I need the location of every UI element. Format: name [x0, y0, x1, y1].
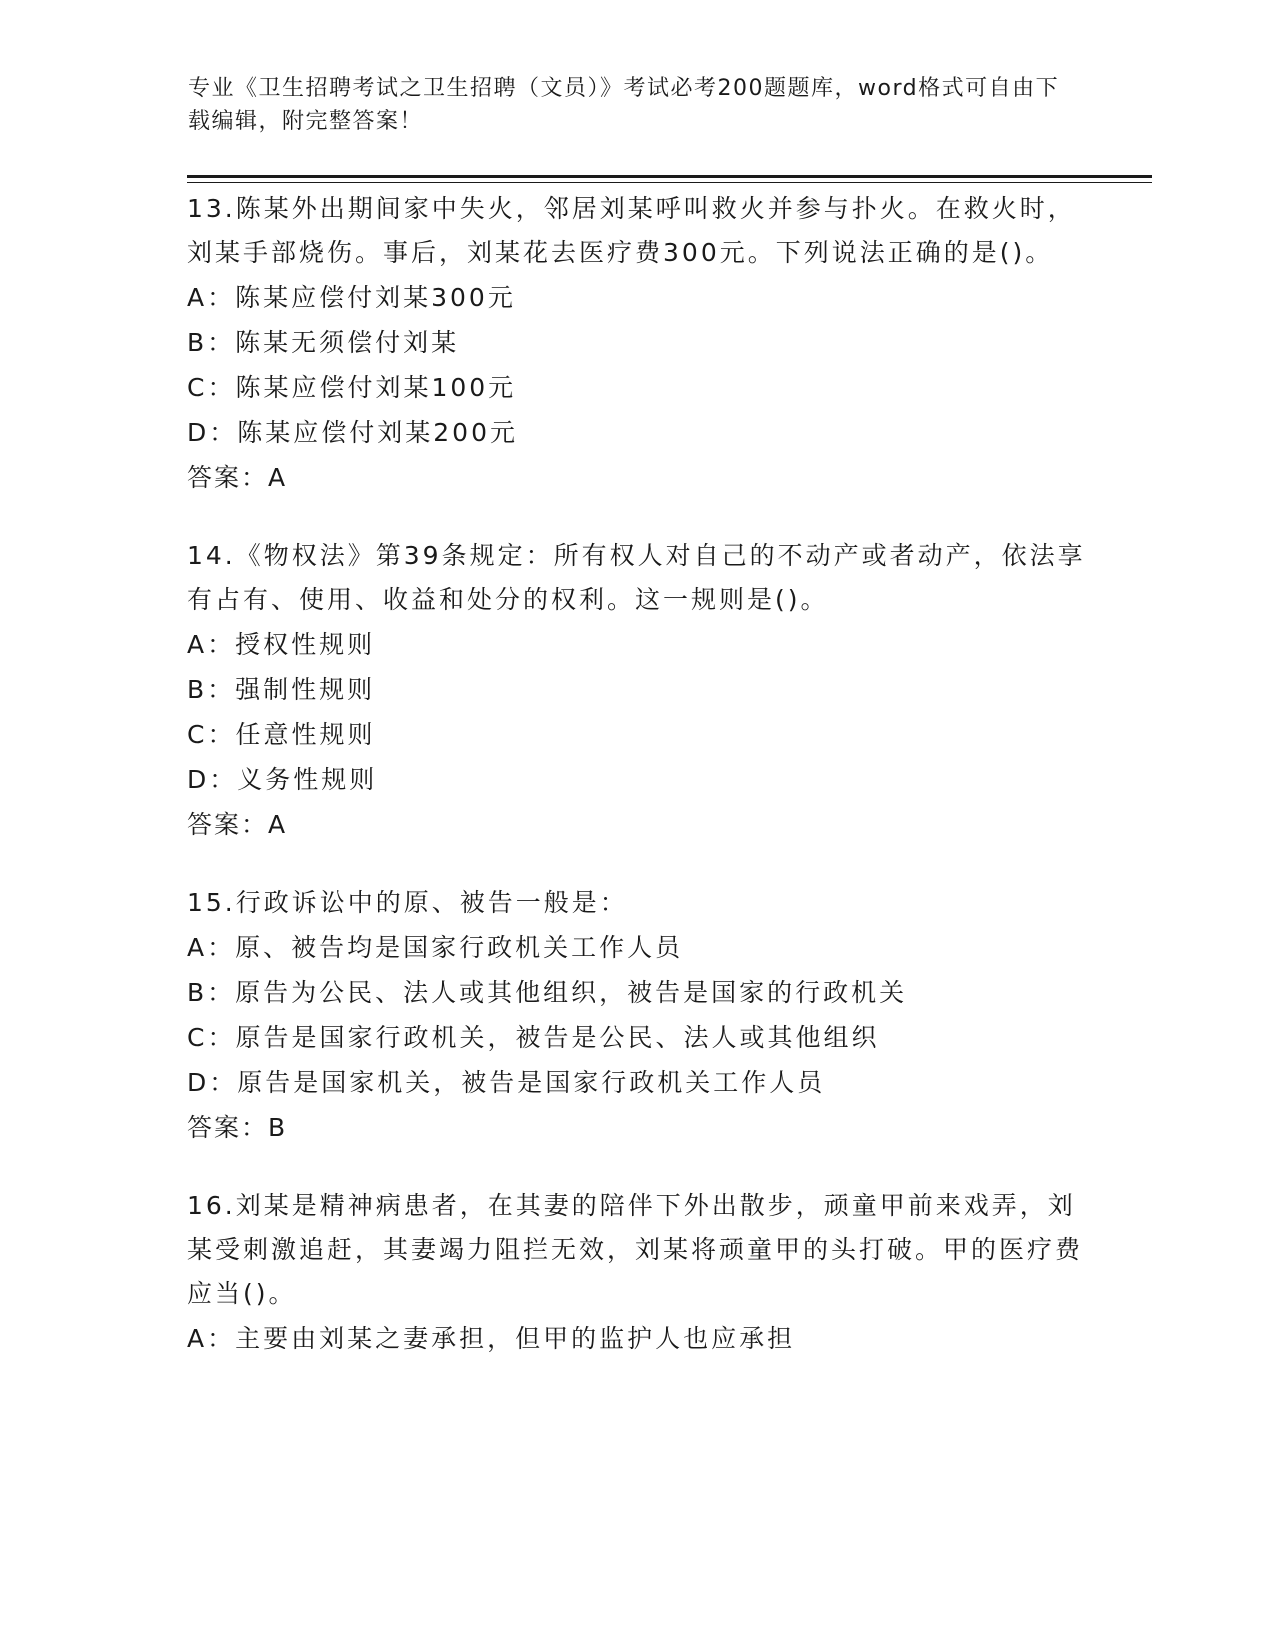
document-header: [188, 72, 1068, 138]
option-a: A：主要由刘某之妻承担，但甲的监护人也应承担: [187, 1324, 796, 1353]
question-list: [187, 187, 1087, 1395]
question-text: 13.陈某外出期间家中失火，邻居刘某呼叫救火并参与扑火。在救火时，刘某手部烧伤。事后，刘某花去医疗费300元。下列说法正确的是()。: [187, 194, 1076, 267]
option-b: B：原告为公民、法人或其他组织，被告是国家的行政机关: [187, 978, 908, 1007]
header-intro-text: 专业《卫生招聘考试之卫生招聘（文员）》考试必考200题题库，word格式可自由下载编辑，附完整答案！: [188, 76, 1060, 134]
option-d: D：原告是国家机关，被告是国家行政机关工作人员: [187, 1068, 826, 1097]
answer-line: [187, 802, 1087, 847]
option-c: C：陈某应偿付刘某100元: [187, 373, 517, 402]
option-d: D：陈某应偿付刘某200元: [187, 418, 518, 447]
answer-label: 答案：: [187, 463, 269, 492]
answer-line: [187, 455, 1087, 500]
question-13: [187, 187, 1087, 500]
option-c: C：原告是国家行政机关，被告是公民、法人或其他组织: [187, 1023, 880, 1052]
option-a: A：原、被告均是国家行政机关工作人员: [187, 933, 684, 962]
option-a: A：授权性规则: [187, 630, 376, 659]
answer-value: A: [268, 810, 288, 839]
answer-line: [187, 1105, 1087, 1150]
header-rule-thick: [187, 175, 1152, 178]
question-14: [187, 534, 1087, 847]
answer-value: B: [268, 1113, 288, 1142]
option-b: B：强制性规则: [187, 675, 376, 704]
option-b: B：陈某无须偿付刘某: [187, 328, 460, 357]
question-text: 14.《物权法》第39条规定：所有权人对自己的不动产或者动产，依法享有占有、使用、收益和处分的权利。这一规则是()。: [187, 541, 1086, 614]
answer-value: A: [268, 463, 288, 492]
answer-label: 答案：: [187, 810, 269, 839]
question-text: 16.刘某是精神病患者，在其妻的陪伴下外出散步，顽童甲前来戏弄，刘某受刺激追赶，其妻竭力阻拦无效，刘某将顽童甲的头打破。甲的医疗费应当()。: [187, 1191, 1084, 1308]
answer-label: 答案：: [187, 1113, 269, 1142]
question-16: [187, 1184, 1087, 1361]
header-rule-thin: [187, 182, 1152, 183]
option-d: D：义务性规则: [187, 765, 378, 794]
option-c: C：任意性规则: [187, 720, 376, 749]
question-text: 15.行政诉讼中的原、被告一般是：: [187, 888, 628, 917]
question-15: [187, 881, 1087, 1150]
option-a: A：陈某应偿付刘某300元: [187, 283, 516, 312]
